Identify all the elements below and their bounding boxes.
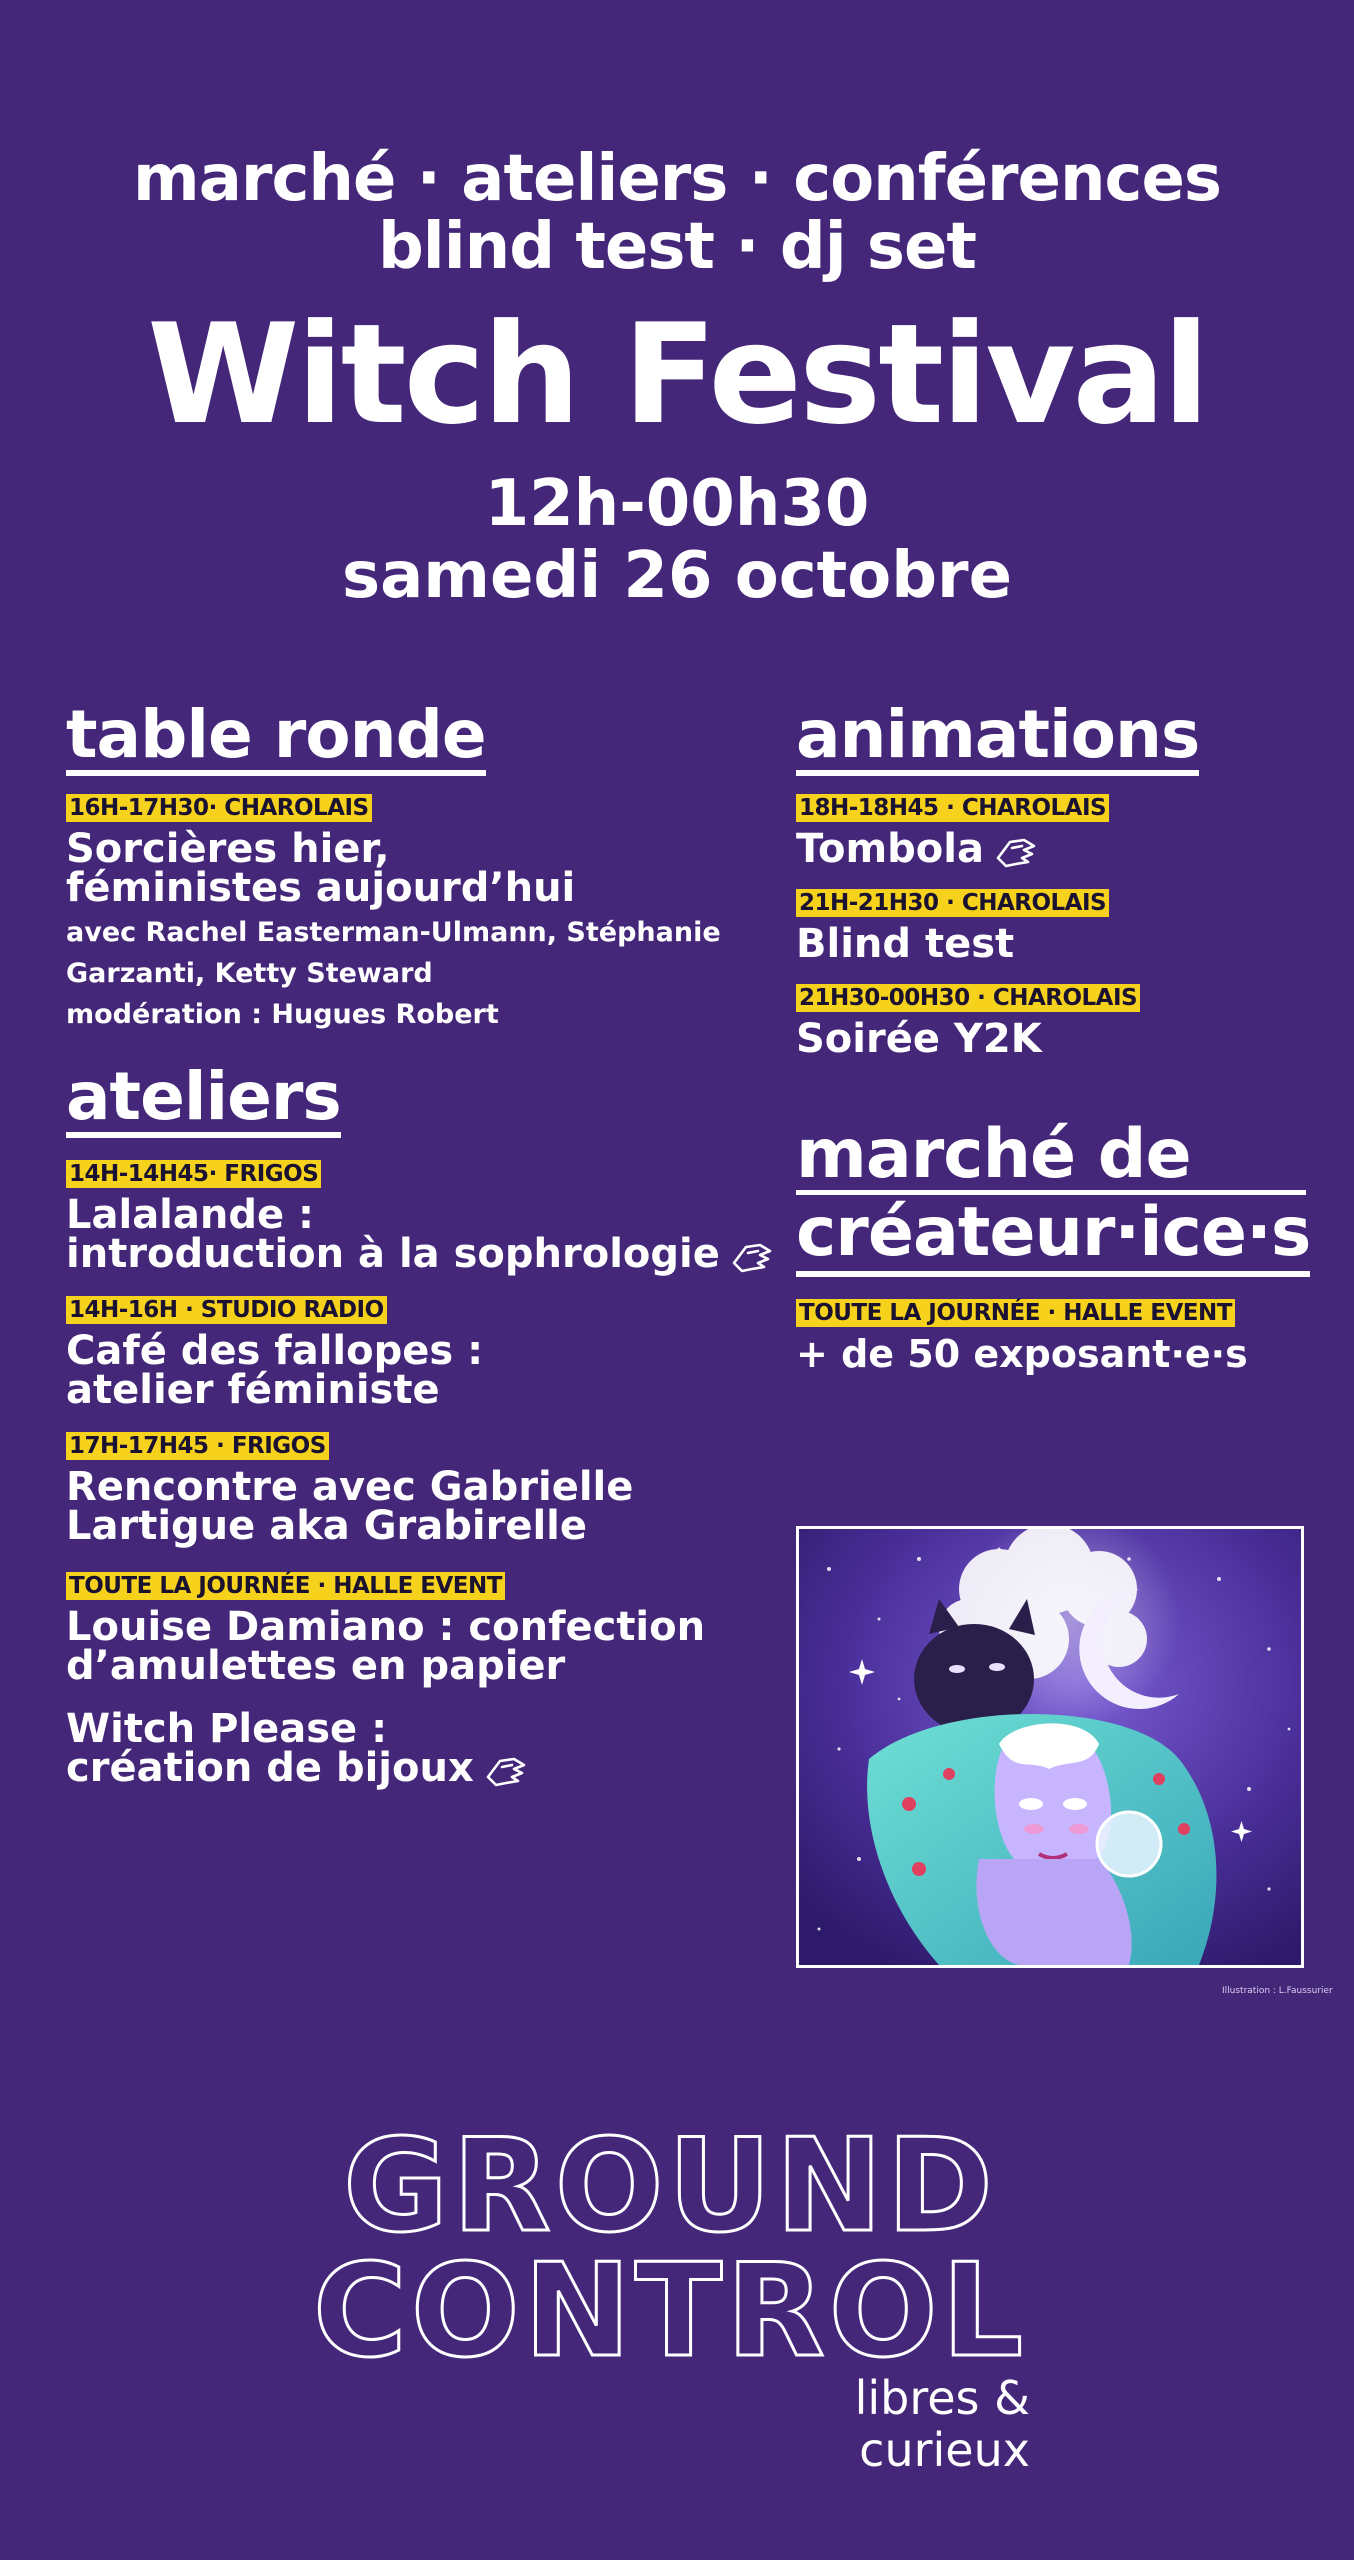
- event-title-line: Sorcières hier,: [66, 826, 390, 872]
- event-title-line: Café des fallopes :: [66, 1328, 484, 1374]
- logo-baseline: libres & curieux: [854, 2371, 1030, 2477]
- event-tag: 17H-17H45 · FRIGOS: [66, 1432, 329, 1460]
- event-title: [66, 826, 721, 911]
- event-title: [66, 1464, 774, 1549]
- tagline-line-1: marché · ateliers · conférences: [133, 142, 1221, 216]
- table-ronde-section: [66, 696, 721, 1035]
- event-tag: 21H30-00H30 · CHAROLAIS: [796, 984, 1140, 1012]
- ateliers-section: [66, 1058, 774, 1791]
- event-title-line: introduction à la sophrologie: [66, 1231, 720, 1277]
- event-title-line: Lartigue aka Grabirelle: [66, 1503, 588, 1549]
- list-item: [66, 1432, 774, 1549]
- event-title: [66, 1706, 774, 1791]
- festival-date: samedi 26 octobre: [342, 539, 1012, 613]
- marche-heading-line-1: marché de: [796, 1115, 1191, 1194]
- event-title: [66, 1604, 774, 1689]
- list-item: [796, 794, 1199, 872]
- moderation-line: modération : Hugues Robert: [66, 999, 499, 1030]
- event-tag: TOUTE LA JOURNÉE · HALLE EVENT: [66, 1572, 505, 1600]
- event-tag: TOUTE LA JOURNÉE · HALLE EVENT: [796, 1299, 1235, 1327]
- event-title-line: Louise Damiano : confection: [66, 1604, 706, 1650]
- event-title: Soirée Y2K: [796, 1016, 1042, 1062]
- event-title-line: Tombola: [796, 826, 984, 872]
- tagline-line-2: blind test · dj set: [377, 210, 977, 284]
- logo-line-1: GROUND: [343, 2130, 997, 2261]
- event-guests: [66, 912, 721, 1035]
- animations-heading: animations: [796, 700, 1199, 776]
- marche-text: + de 50 exposant·e·s: [796, 1332, 1248, 1376]
- event-tag: 14H-14H45· FRIGOS: [66, 1160, 321, 1188]
- event-tag: 21H-21H30 · CHAROLAIS: [796, 889, 1109, 917]
- event-title-line: Rencontre avec Gabrielle: [66, 1464, 634, 1510]
- festival-hours: 12h-00h30: [484, 467, 870, 541]
- hand-icon: [994, 834, 1038, 868]
- hand-icon: [484, 1753, 528, 1787]
- guests-line: Garzanti, Ketty Steward: [66, 958, 433, 989]
- hand-icon: [730, 1239, 774, 1273]
- festival-title: Witch Festival: [147, 294, 1207, 455]
- list-item: [796, 889, 1199, 967]
- event-tag: 18H-18H45 · CHAROLAIS: [796, 794, 1109, 822]
- marche-heading-line-2: créateur·ice·s: [796, 1195, 1310, 1277]
- guests-line: avec Rachel Easterman-Ulmann, Stéphanie: [66, 917, 721, 948]
- list-item: [66, 1572, 774, 1689]
- witch-illustration-svg: [799, 1529, 1301, 1965]
- event-title: [66, 1192, 774, 1277]
- event-title-line: création de bijoux: [66, 1745, 474, 1791]
- table-ronde-heading: table ronde: [66, 700, 486, 776]
- list-item: [66, 1160, 774, 1277]
- illustration-credit: Illustration : L.Faussurier: [1222, 1986, 1333, 1996]
- ground-control-logo: [310, 2130, 1030, 2360]
- logo-line-2: CONTROL: [312, 2237, 1028, 2360]
- list-item: [796, 984, 1199, 1062]
- list-item: [66, 1706, 774, 1791]
- event-title-line: féministes aujourd’hui: [66, 865, 576, 911]
- list-item: [66, 1296, 774, 1413]
- event-title-line: d’amulettes en papier: [66, 1643, 566, 1689]
- event-tag: 16H-17H30· CHAROLAIS: [66, 794, 372, 822]
- event-title: [796, 826, 1199, 872]
- marche-section: [796, 1115, 1311, 1376]
- event-title-line: atelier féministe: [66, 1367, 440, 1413]
- animations-section: [796, 696, 1200, 1062]
- event-title-line: Witch Please :: [66, 1706, 388, 1752]
- tagline: [0, 142, 1354, 284]
- event-title: Blind test: [796, 921, 1015, 967]
- ateliers-heading: ateliers: [66, 1062, 341, 1138]
- event-title-line: Lalalande :: [66, 1192, 315, 1238]
- event-tag: 14H-16H · STUDIO RADIO: [66, 1296, 387, 1324]
- witch-illustration: [796, 1526, 1304, 1968]
- event-title: [66, 1328, 774, 1413]
